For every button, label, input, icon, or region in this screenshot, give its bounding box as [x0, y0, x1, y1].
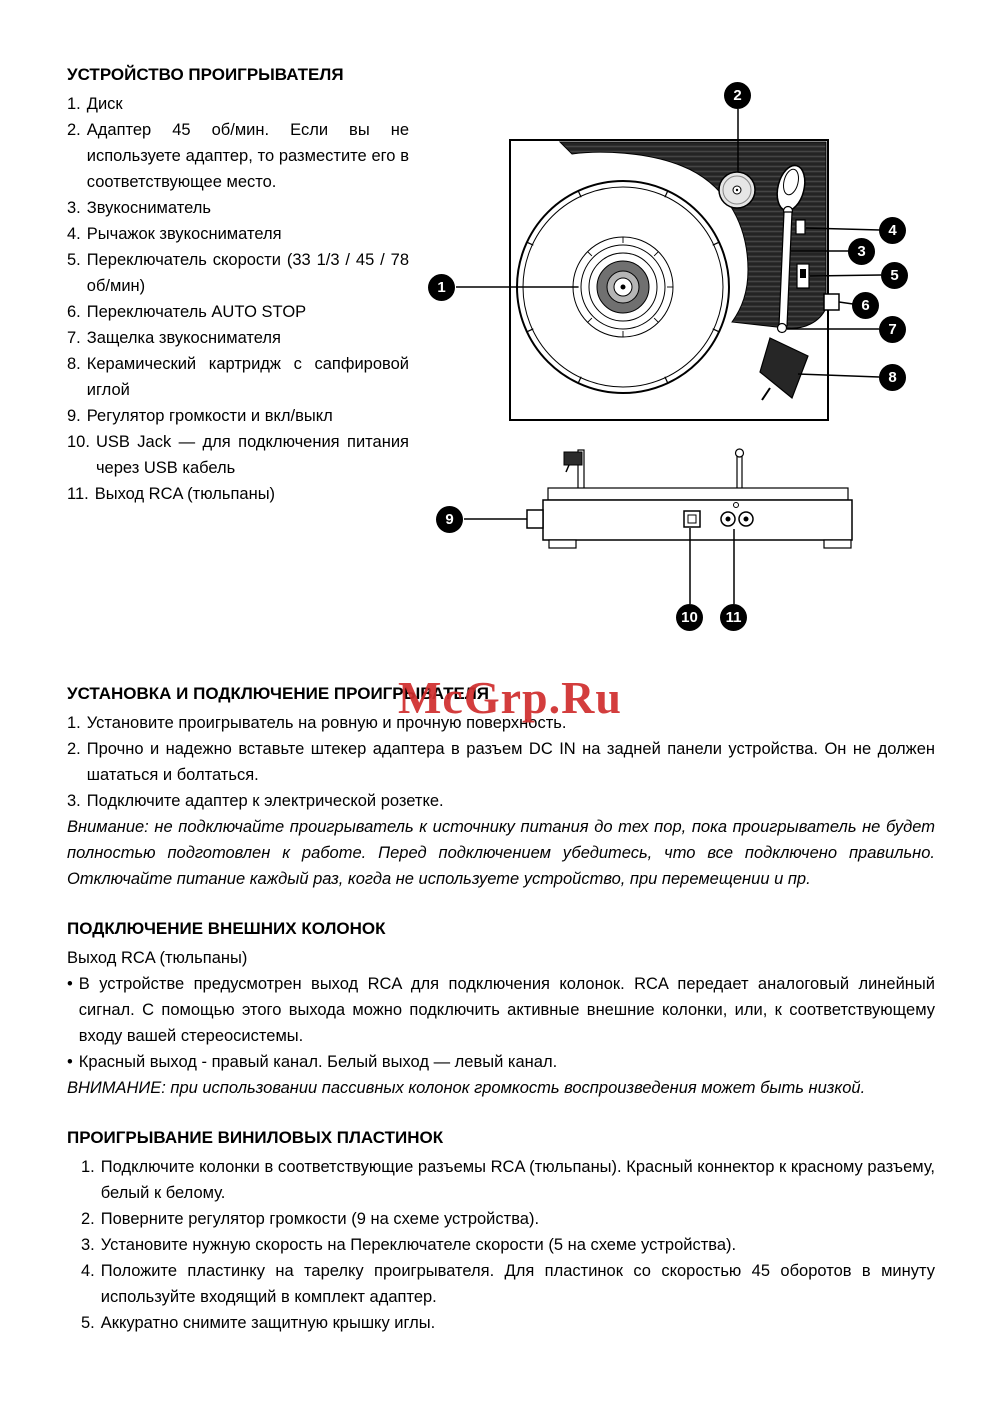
- item-number: 3.: [81, 1236, 95, 1254]
- parked-headshell: [564, 452, 582, 465]
- item-text: Переключатель AUTO STOP: [86, 303, 307, 321]
- speakers-warning: ВНИМАНИЕ: при использовании пассивных колонок громкость воспроизведения может быть низкой.: [67, 1079, 866, 1097]
- item-text: Аккуратно снимите защитную крышку иглы.: [100, 1314, 436, 1332]
- item-text: Регулятор громкости и вкл/выкл: [86, 407, 333, 425]
- callout-1: 1: [428, 274, 455, 301]
- usb-jack: [684, 511, 700, 527]
- item-text: Рычажок звукоснимателя: [86, 225, 282, 243]
- device-item: [67, 325, 409, 351]
- item-number: 3.: [67, 199, 81, 217]
- item-text: Поверните регулятор громкости (9 на схеме устройства).: [100, 1210, 540, 1228]
- item-number: 6.: [67, 303, 81, 321]
- speakers-bullet: [67, 1049, 935, 1075]
- playing-section: [67, 1125, 935, 1336]
- device-item: [67, 117, 409, 195]
- device-item: [67, 351, 409, 403]
- item-text: Керамический картридж с сапфировой иглой: [86, 355, 409, 399]
- item-number: 5.: [81, 1314, 95, 1332]
- foot-left: [549, 540, 576, 548]
- device-item: [67, 91, 409, 117]
- playing-list: [81, 1154, 935, 1336]
- item-number: 3.: [67, 792, 81, 810]
- speakers-bullet: [67, 971, 935, 1049]
- item-number: 8.: [67, 355, 81, 373]
- item-text: Звукосниматель: [86, 199, 211, 217]
- playing-item: [81, 1310, 935, 1336]
- item-number: 5.: [67, 251, 81, 269]
- item-number: 4.: [81, 1262, 95, 1280]
- device-item: [67, 247, 409, 299]
- bullet-text: • В устройстве предусмотрен выход RCA для подключения колонок. RCA передает аналоговый линейный сигнал. С помощью этого выхода можно подключить активные внешние колонки, или, к соответствующему входу вашей стереосистемы.: [78, 975, 935, 1045]
- setup-section-title: УСТАНОВКА И ПОДКЛЮЧЕНИЕ ПРОИГРЫВАТЕЛЯ: [67, 684, 490, 703]
- adapter-45rpm: [719, 172, 755, 208]
- item-text: Установите проигрыватель на ровную и прочную поверхность.: [86, 714, 567, 732]
- item-number: 7.: [67, 329, 81, 347]
- speakers-section: [67, 916, 935, 1101]
- device-item: [67, 195, 409, 221]
- auto-stop-switch: [824, 294, 839, 310]
- device-parts-section: [67, 62, 409, 507]
- callout-5: 5: [881, 262, 908, 289]
- side-view: [464, 449, 852, 604]
- item-text: Адаптер 45 об/мин. Если вы не используете адаптер, то разместите его в соответствующее место.: [86, 121, 409, 191]
- callout-11: 11: [720, 604, 747, 631]
- turntable-line-art: [420, 70, 920, 650]
- item-text: Выход RCA (тюльпаны): [94, 485, 276, 503]
- callout-6: 6: [852, 292, 879, 319]
- item-text: Подключите колонки в соответствующие разъемы RCA (тюльпаны). Красный коннектор к красному разъему, белый к белому.: [100, 1158, 935, 1202]
- lower-sections: [67, 681, 935, 1336]
- device-section-title: УСТРОЙСТВО ПРОИГРЫВАТЕЛЯ: [67, 65, 344, 84]
- setup-item: [67, 788, 935, 814]
- item-text: Прочно и надежно вставьте штекер адаптера в разъем DC IN на задней панели устройства. Он не должен шататься и болтаться.: [86, 740, 935, 784]
- playing-item: [81, 1154, 935, 1206]
- playing-item: [81, 1232, 935, 1258]
- speakers-section-title: ПОДКЛЮЧЕНИЕ ВНЕШНИХ КОЛОНОК: [67, 919, 386, 938]
- device-item: [67, 299, 409, 325]
- setup-warning-note: Внимание: не подключайте проигрыватель к источнику питания до тех пор, пока проигрыватель не будет полностью подготовлен к работе. Перед подключением убедитесь, что все подключено правильно. Отключайте питание каждый раз, когда не используете устройство, при перемещении и пр.: [67, 818, 935, 888]
- device-item: [67, 403, 409, 429]
- foot-right: [824, 540, 851, 548]
- device-item: [67, 481, 409, 507]
- item-number: 4.: [67, 225, 81, 243]
- playing-item: [81, 1258, 935, 1310]
- item-text: Диск: [86, 95, 123, 113]
- volume-knob: [527, 510, 543, 528]
- cue-lever: [796, 220, 805, 234]
- watermark: McGrp.Ru: [398, 672, 622, 723]
- bullet-text: • Красный выход - правый канал. Белый выход — левый канал.: [78, 1053, 558, 1071]
- callout-4: 4: [879, 217, 906, 244]
- spindle: [621, 285, 626, 290]
- callout-10: 10: [676, 604, 703, 631]
- item-number: 2.: [67, 740, 81, 758]
- callout-2: 2: [724, 82, 751, 109]
- item-text: Подключите адаптер к электрической розетке.: [86, 792, 444, 810]
- playing-item: [81, 1206, 935, 1232]
- callout-7: 7: [879, 316, 906, 343]
- speakers-subtitle: Выход RCA (тюльпаны): [67, 949, 248, 967]
- callout-3: 3: [848, 238, 875, 265]
- item-number: 1.: [67, 95, 81, 113]
- item-text: Защелка звукоснимателя: [86, 329, 281, 347]
- callout-9: 9: [436, 506, 463, 533]
- item-number: 2.: [81, 1210, 95, 1228]
- setup-item: [67, 736, 935, 788]
- item-text: Положите пластинку на тарелку проигрывателя. Для пластинок со скоростью 45 оборотов в минуту используйте входящий в комплект адаптер.: [100, 1262, 935, 1306]
- top-view: [456, 109, 881, 420]
- item-text: Установите нужную скорость на Переключателе скорости (5 на схеме устройства).: [100, 1236, 737, 1254]
- item-number: 1.: [67, 714, 81, 732]
- item-number: 11.: [67, 485, 89, 503]
- item-number: 2.: [67, 121, 81, 139]
- turntable-diagram: [420, 70, 920, 650]
- playing-section-title: ПРОИГРЫВАНИЕ ВИНИЛОВЫХ ПЛАСТИНОК: [67, 1128, 444, 1147]
- setup-list: [67, 710, 935, 814]
- platter-edge: [548, 488, 848, 500]
- device-item: [67, 221, 409, 247]
- item-number: 10.: [67, 433, 90, 451]
- item-text: USB Jack — для подключения питания через USB кабель: [95, 433, 409, 477]
- device-item: [67, 429, 409, 481]
- tonearm-clip: [778, 324, 787, 333]
- item-number: 1.: [81, 1158, 95, 1176]
- callout-8: 8: [879, 364, 906, 391]
- item-text: Переключатель скорости (33 1/3 / 45 / 78 об/мин): [86, 251, 409, 295]
- item-number: 9.: [67, 407, 81, 425]
